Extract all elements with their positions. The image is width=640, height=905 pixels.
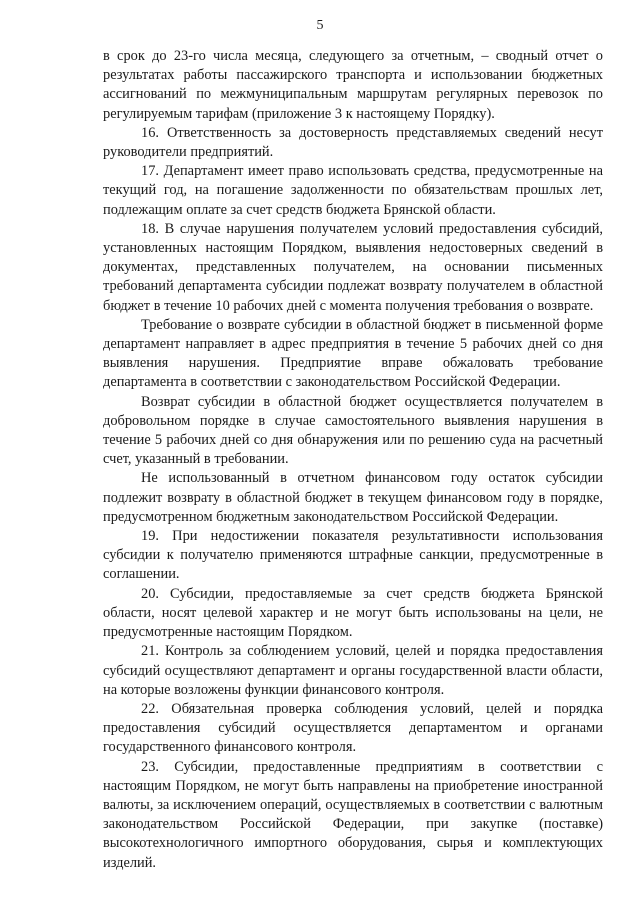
paragraph-18: 18. В случае нарушения получателем условий предоставления субсидий, установленных настоящим Порядком, выявления недостоверных сведений в документах, представленных получателем, на основании письменных требований департамента субсидии подлежат возврату получателем в областной бюджет в течение 10 рабочих дней с момента получения требования о возврате. bbox=[103, 220, 603, 314]
paragraph-21: 21. Контроль за соблюдением условий, целей и порядка предоставления субсидий осуществляют департамент и органы государственной власти области, на которые возложены функции финансового контроля. bbox=[103, 643, 603, 698]
page-number: 5 bbox=[316, 18, 324, 33]
paragraph-18-demand: Требование о возврате субсидии в областной бюджет в письменной форме департамент направляет в адрес предприятия в течение 5 рабочих дней со дня выявления нарушения. Предприятие вправе обжаловать требование департамента в соответствии с законодательством Российской Федерации. bbox=[103, 316, 603, 391]
paragraph-17: 17. Департамент имеет право использовать средства, предусмотренные на текущий год, на погашение задолженности по обязательствам прошлых лет, подлежащим оплате за счет средств бюджета Брянской области. bbox=[103, 163, 603, 218]
paragraph-23: 23. Субсидии, предоставленные предприятиям в соответствии с настоящим Порядком, не могут быть направлены на приобретение иностранной валюты, за исключением операций, осуществляемых в соответствии с валютным законодательством Российской Федерации, при закупке (поставке) высокотехнологичного импортного оборудования, сырья и комплектующих изделий. bbox=[103, 758, 603, 871]
paragraph-15-continuation: в срок до 23-го числа месяца, следующего за отчетным, – сводный отчет о результатах работы пассажирского транспорта и использовании бюджетных ассигнований по межмуниципальным маршрутам регулярных перевозок по регулируемым тарифам (приложение 3 к настоящему Порядку). bbox=[103, 48, 603, 122]
paragraph-22: 22. Обязательная проверка соблюдения условий, целей и порядка предоставления субсидий осуществляется департаментом и органами государственного финансового контроля. bbox=[103, 700, 603, 756]
paragraph-19: 19. При недостижении показателя результативности использования субсидии к получателю применяются штрафные санкции, предусмотренные в соглашении. bbox=[103, 528, 603, 583]
paragraph-18-refund: Возврат субсидии в областной бюджет осуществляется получателем в добровольном порядке в случае самостоятельного выявления нарушения в течение 5 рабочих дней со дня обнаружения или по решению суда на расчетный счет, указанный в требовании. bbox=[103, 393, 603, 468]
paragraph-16: 16. Ответственность за достоверность представляемых сведений несут руководители предприятий. bbox=[103, 124, 603, 161]
paragraph-20: 20. Субсидии, предоставляемые за счет средств бюджета Брянской области, носят целевой характер и не могут быть использованы на цели, не предусмотренные настоящим Порядком. bbox=[103, 585, 603, 641]
paragraph-18-unused-balance: Не использованный в отчетном финансовом году остаток субсидии подлежит возврату в областной бюджет в текущем финансовом году в порядке, предусмотренном бюджетным законодательством Российской Федерации. bbox=[103, 470, 603, 525]
document-body bbox=[103, 47, 603, 873]
